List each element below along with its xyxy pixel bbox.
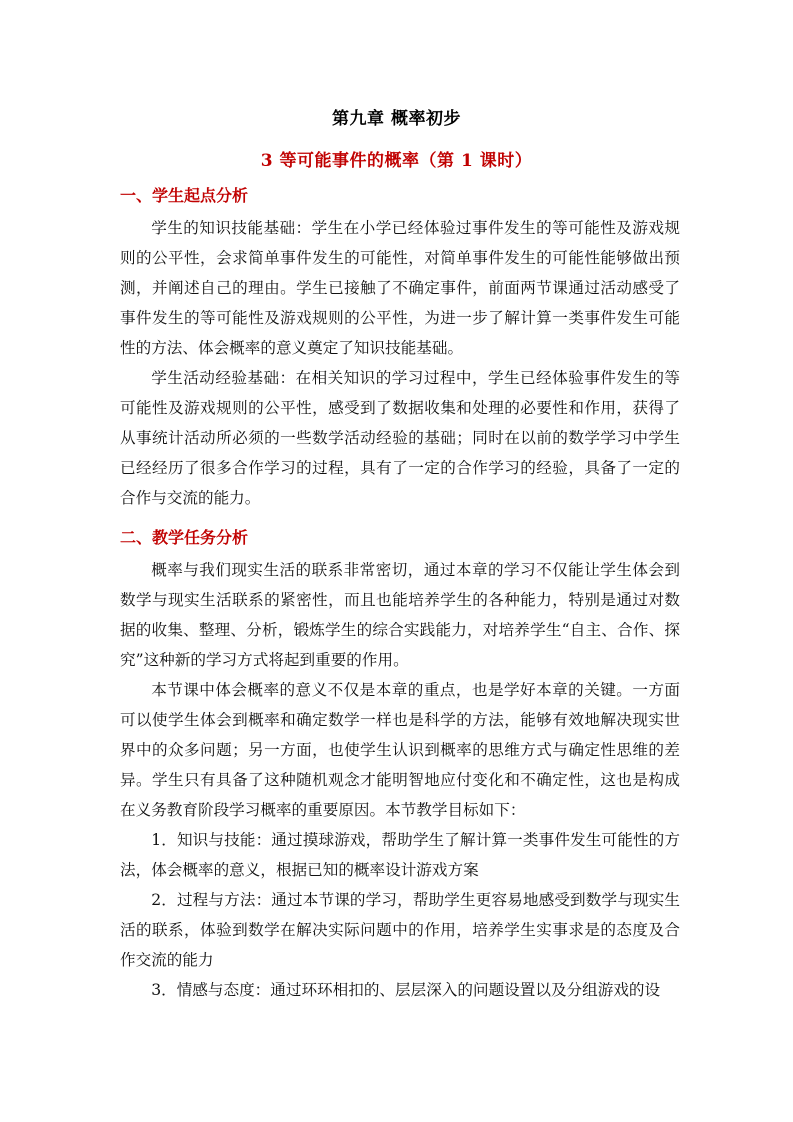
chapter-title: 第九章 概率初步 (332, 109, 461, 129)
section-heading: 二、教学任务分析 (120, 528, 249, 547)
section-student-analysis (120, 179, 680, 513)
paragraph-activity-basis: 学生活动经验基础：在相关知识的学习过程中，学生已经体验事件发生的等可能性及游戏规则的公平性，感受到了数据收集和处理的必要性和作用，获得了从事统计活动所必须的一些数学活动经验的基础；同时在以前的数学学习中学生已经经历了很多合作学习的过程，具有了一定的合作学习的经验，具备了一定的合作与交流的能力。 (120, 369, 680, 507)
lesson-title: 3 等可能事件的概率（第 1 课时） (260, 151, 533, 171)
section-teaching-analysis (120, 521, 680, 1005)
paragraph-lesson-meaning: 本节课中体会概率的意义不仅是本章的重点，也是学好本章的关键。一方面可以使学生体会到概率和确定数学一样也是科学的方法，能够有效地解决现实世界中的众多问题；另一方面，也使学生认识到概率的思维方式与确定性思维的差异。学生只有具备了这种随机观念才能明智地应付变化和不确定性，这也是构成在义务教育阶段学习概率的重要原因。本节教学目标如下： (120, 681, 680, 819)
paragraph-knowledge-basis: 学生的知识技能基础：学生在小学已经体验过事件发生的等可能性及游戏规则的公平性，会求简单事件发生的可能性，对简单事件发生的可能性能够做出预测，并阐述自己的理由。学生已接触了不确定事件，前面两节课通过活动感受了事件发生的等可能性及游戏规则的公平性，为进一步了解计算一类事件发生可能性的方法、体会概率的意义奠定了知识技能基础。 (120, 219, 680, 357)
goal-process-methods: 2．过程与方法：通过本节课的学习，帮助学生更容易地感受到数学与现实生活的联系，体验到数学在解决实际问题中的作用，培养学生实事求是的态度及合作交流的能力 (120, 891, 680, 969)
section-heading: 一、学生起点分析 (120, 186, 249, 205)
paragraph-probability-life: 概率与我们现实生活的联系非常密切，通过本章的学习不仅能让学生体会到数学与现实生活联系的紧密性，而且也能培养学生的各种能力，特别是通过对数据的收集、整理、分析，锻炼学生的综合实践能力，对培养学生“自主、合作、探究”这种新的学习方式将起到重要的作用。 (120, 561, 680, 669)
goal-emotion-attitude: 3．情感与态度：通过环环相扣的、层层深入的问题设置以及分组游戏的设 (151, 981, 661, 999)
goal-knowledge-skills: 1．知识与技能：通过摸球游戏，帮助学生了解计算一类事件发生可能性的方法，体会概率的意义，根据已知的概率设计游戏方案 (120, 831, 680, 879)
